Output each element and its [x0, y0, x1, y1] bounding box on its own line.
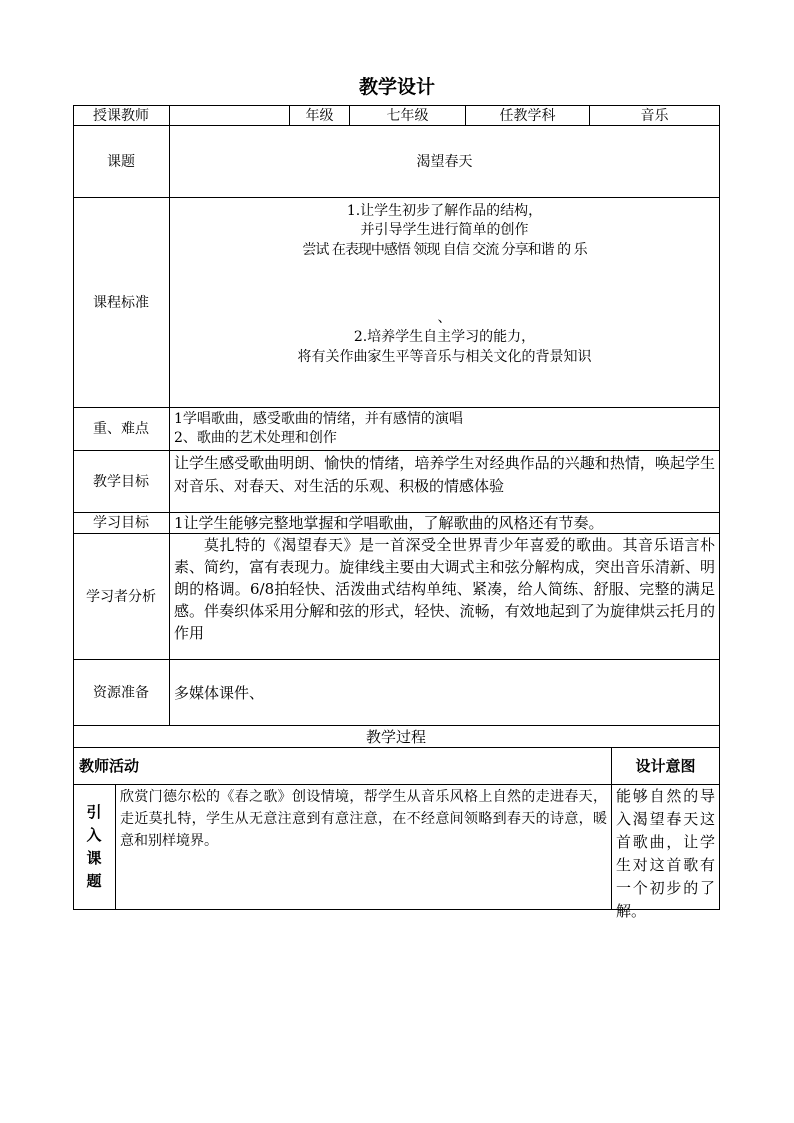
learner-analysis-label: 学习者分析: [86, 588, 156, 605]
page-title: 教学设计: [358, 76, 435, 98]
design-intent-header: 设计意图: [635, 757, 696, 775]
topic-label: 课题: [107, 153, 135, 170]
intro-label: [73, 785, 115, 909]
difficulty-line: 2、歌曲的艺术处理和创作: [174, 430, 337, 446]
standard-line: 并引导学生进行简单的创作: [360, 222, 529, 238]
difficulty-line: 1学唱歌曲，感受歌曲的情绪，并有感情的演唱: [174, 411, 463, 427]
teaching-goal-text: 让学生感受歌曲明朗、愉快的情绪，培养学生对经典作品的兴趣和热情，唤起学生对音乐、对春天、对生活的乐观、积极的情感体验: [174, 454, 715, 495]
teacher-value: [170, 106, 289, 125]
standard-label: 课程标准: [93, 294, 149, 311]
teaching-goal-label: 教学目标: [93, 473, 149, 490]
resources-value: 多媒体课件、: [174, 683, 265, 702]
intro-label-char: 课: [86, 849, 102, 867]
process-header: 教学过程: [365, 727, 426, 746]
intro-label-char: 题: [86, 872, 102, 890]
teacher-activity-header: 教师活动: [79, 757, 140, 775]
subject-label: 任教学科: [499, 107, 556, 124]
lesson-plan-table: [73, 105, 720, 920]
intro-intent-text: 能够自然的导入渴望春天这首歌曲，让学生对这首歌有一个初步的了解。: [616, 787, 715, 920]
learning-goal-label: 学习目标: [93, 515, 149, 531]
grade-value: 七年级: [386, 107, 429, 124]
topic-value: 渴望春天: [416, 153, 473, 170]
standard-line: 将有关作曲家生平等音乐与相关文化的背景知识: [297, 349, 592, 365]
learning-goal-text: 1让学生能够完整地掌握和学唱歌曲，了解歌曲的风格还有节奏。: [174, 514, 604, 532]
teacher-label: 授课教师: [93, 107, 149, 124]
intro-activity-text: 欣赏门德尔松的《春之歌》创设情境，帮学生从音乐风格上自然的走进春天，走近莫扎特，学生从无意注意到有意注意，在不经意间领略到春天的诗意，暖意和别样境界。: [120, 789, 607, 849]
standard-line: 2.培养学生自主学习的能力，: [353, 329, 536, 345]
standard-content: [170, 198, 719, 407]
difficulty-label: 重、难点: [93, 421, 149, 437]
subject-value: 音乐: [640, 107, 669, 124]
grade-label: 年级: [305, 107, 334, 124]
standard-line: 、: [437, 310, 452, 326]
difficulty-content: [170, 408, 719, 450]
learner-analysis-text: 莫扎特的《渴望春天》是一首深受全世界青少年喜爱的歌曲。其音乐语言朴素、简约，富有表现力。旋律线主要由大调式主和弦分解构成，突出音乐清新、明朗的格调。6/8拍轻快、活泼曲式结构单纯、紧凑，给人简练、舒服、完整的满足感。伴奏织体采用分解和弦的形式，轻快、流畅，有效地起到了为旋律烘云托月的作用: [174, 536, 715, 642]
intro-label-char: 入: [86, 826, 102, 844]
standard-line: 1.让学生初步了解作品的结构，: [346, 203, 543, 219]
standard-line: 尝试 在表现中感悟 领现 自信 交流 分享和谐 的 乐: [302, 242, 587, 258]
intro-label-char: 引: [86, 803, 102, 821]
resources-label: 资源准备: [93, 684, 149, 701]
